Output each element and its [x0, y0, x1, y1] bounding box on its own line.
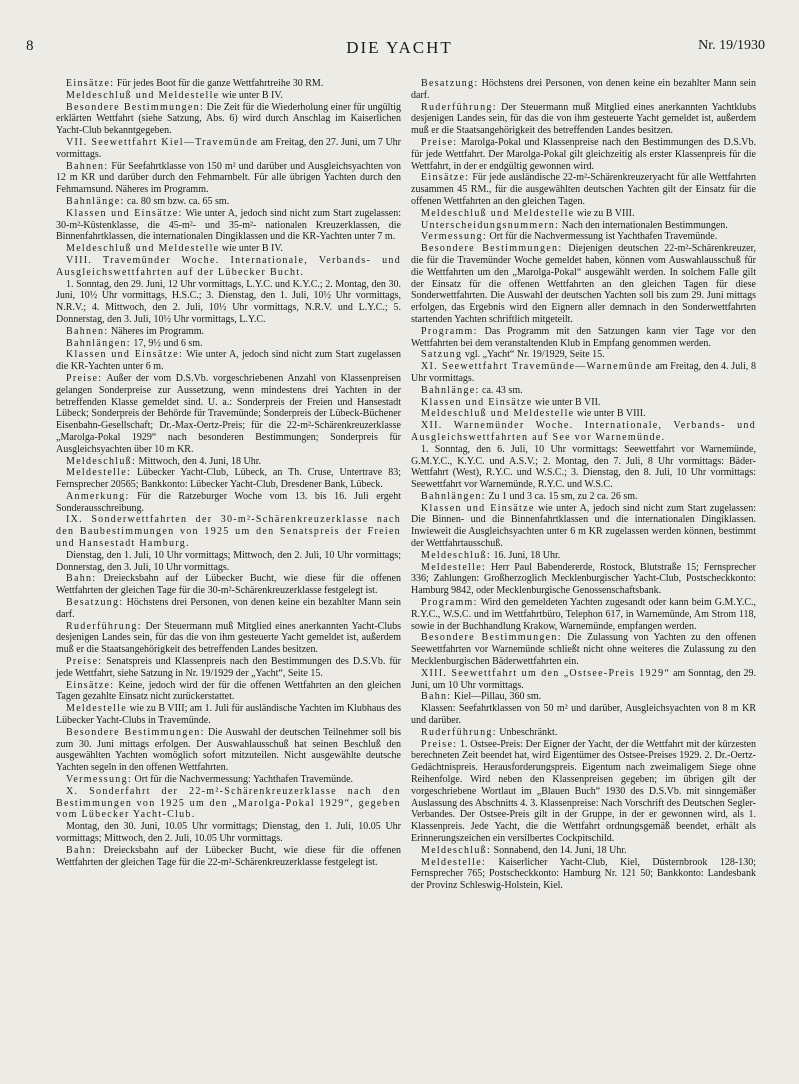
- paragraph-text: Mittwoch, den 4. Juni, 18 Uhr.: [136, 455, 262, 467]
- paragraph-text: Senatspreis und Klassenpreis nach den Bestimmungen des D.S.Vb. für jede Wettfahrt, siehe Satzung in Nr. 19/1929 der „Yacht“, Seite 15.: [56, 656, 401, 679]
- paragraph-lead: XI. Seewettfahrt Travemünde—Warnemünde: [421, 361, 653, 373]
- paragraph-text: Näheres im Programm.: [108, 325, 204, 337]
- paragraph: [411, 691, 756, 703]
- paragraph-text: 1. Sonntag, den 6. Juli, 10 Uhr vormittags: Seewettfahrt vor Warnemünde, G.M.Y.C., K.Y.C. und A.S.V.; 2. Montag, den 7. Juli, 8 Uhr vormittags: Bäder-Wettfahrt (West), R.Y.C. und W.S.C.; 3. Dienstag, den 8. Juli, 10 Uhr vormittags: Seewettfahrt vor Warnemünde, R.Y.C. und W.S.C.: [411, 443, 756, 491]
- paragraph-text: wie unter B IV.: [219, 89, 283, 101]
- paragraph-text: Lübecker Yacht-Club, Lübeck, an Th. Cruse, Untertrave 83; Fernsprecher 20565; Bankkonto: Lübecker Yacht-Club, Dresdener Bank, Lübeck.: [56, 467, 401, 491]
- paragraph: [411, 444, 756, 491]
- paragraph: [56, 774, 401, 786]
- paragraph-text: Dreiecksbahn auf der Lübecker Bucht, wie diese für die offenen Wettfahrten der gleichen Tage für die 30-m²-Schärenkreuzerklasse festgelegt ist.: [56, 573, 401, 597]
- paragraph: [56, 161, 401, 196]
- paragraph-lead: Meldeschluß und Meldestelle: [66, 243, 220, 255]
- paragraph-lead: Bahn:: [66, 844, 97, 856]
- paragraph: [411, 78, 756, 102]
- paragraph-text: wie zu B VIII.: [574, 207, 635, 219]
- paragraph: [56, 467, 401, 491]
- paragraph-lead: Meldeschluß und Meldestelle: [421, 408, 575, 420]
- paragraph-lead: Einsätze:: [66, 78, 115, 89]
- paragraph-lead: Klassen und Einsätze:: [66, 349, 184, 361]
- paragraph-lead: Meldestelle:: [66, 467, 132, 479]
- paragraph-text: Kaiserlicher Yacht-Club, Kiel, Düsternbrook 128-130; Fernsprecher 765; Postscheckkonto: Hamburg Nr. 121 50; Bankkonto: Landesbank der Provinz Schleswig-Holstein, Kiel.: [411, 856, 756, 892]
- paragraph: [411, 632, 756, 667]
- paragraph: [56, 456, 401, 468]
- paragraph-lead: Bahn:: [421, 691, 452, 703]
- paragraph: [56, 349, 401, 373]
- paragraph-lead: Besondere Bestimmungen:: [66, 726, 205, 738]
- paragraph-lead: Ruderführung:: [421, 101, 497, 113]
- paragraph: [411, 420, 756, 444]
- paragraph: [411, 739, 756, 845]
- paragraph: [56, 137, 401, 161]
- paragraph: [411, 597, 756, 632]
- paragraph-lead: VII. Seewettfahrt Kiel—Travemünde: [66, 136, 259, 148]
- paragraph: [56, 703, 401, 727]
- paragraph: [411, 137, 756, 172]
- paragraph-text: wie unter B IV.: [219, 243, 283, 255]
- paragraph-lead: Besondere Bestimmungen:: [421, 632, 562, 644]
- paragraph-text: Für Seefahrtklasse von 150 m² und darüber und Ausgleichsyachten von 12 m KR und darüber durch den Fehmarnbelt. Für alle übrigen Yachten durch den Fehmarnsund. Näheres im Programm.: [56, 160, 401, 196]
- paragraph-lead: Bahnlängen:: [421, 490, 486, 502]
- paragraph-lead: Ruderführung:: [66, 620, 142, 632]
- paragraph-lead: Meldestelle:: [421, 561, 487, 573]
- paragraph-text: Dreiecksbahn auf der Lübecker Bucht, wie diese für die offenen Wettfahrten der gleichen Tage für die 22-m²-Schärenkreuzerklasse festgelegt ist.: [56, 844, 401, 868]
- paragraph-lead: Einsätze:: [66, 679, 115, 691]
- paragraph: [411, 491, 756, 503]
- right-column: [411, 78, 756, 892]
- paragraph-text: Zu 1 und 3 ca. 15 sm, zu 2 ca. 26 sm.: [485, 490, 638, 502]
- paragraph-text: Die Zeit für die Wiederholung einer für ungültig erklärten Wettfahrt (siehe Satzung, Abs. 6) wird durch Anschlag im Kaiserlichen Yacht-Club bekanntgegeben.: [56, 101, 401, 137]
- page-number: 8: [26, 38, 34, 54]
- paragraph-lead: Vermessung:: [66, 774, 132, 786]
- paragraph-lead: XIII. Seewettfahrt um den „Ostsee-Preis 1929“: [421, 667, 671, 679]
- paragraph-text: am Freitag, den 27. Juni, um 7 Uhr vormittags.: [56, 136, 401, 160]
- journal-title: DIE YACHT: [346, 38, 453, 57]
- paragraph-lead: Meldeschluß und Meldestelle: [66, 89, 220, 101]
- paragraph-text: am Freitag, den 4. Juli, 8 Uhr vormittags.: [411, 361, 757, 384]
- paragraph-lead: Preise:: [66, 656, 103, 668]
- issue-number: Nr. 19/1930: [698, 38, 765, 53]
- paragraph-lead: Klassen und Einsätze: [421, 502, 535, 514]
- paragraph-text: Dienstag, den 1. Juli, 10 Uhr vormittags; Mittwoch, den 2. Juli, 10 Uhr vormittags; Donnerstag, den 3. Juli, 10 Uhr vormittags.: [56, 549, 401, 573]
- page-header: [0, 38, 799, 62]
- paragraph-text: am Sonntag, den 29. Juni, um 10 Uhr vormittags.: [411, 667, 756, 691]
- paragraph-lead: Bahnlänge:: [66, 195, 125, 207]
- paragraph-text: Klassen: Seefahrtklassen von 50 m² und darüber, Ausgleichsyachten von 8 m KR und darüber.: [411, 703, 756, 727]
- paragraph-text: 1. Ostsee-Preis: Der Eigner der Yacht, der die Wettfahrt mit der kürzesten berechneten Zeit beendet hat, wird Eigentümer des Ostsee-Preises 1929. 2. Dr.-Oertz-Gedächtnispreis. Herausforderungspreis. Eigentum nach zweimaligem Siege ohne Reihenfolge. Wird neben den Klassenpreisen gegeben; im übrigen gilt der vorgeschriebene Wortlaut im „Blauen Buch“ 1930 des D.S.Vb. mit sinngemäßer Auslassung des Abschnitts 4. 3. Klassenpreise: Nach Vorschrift des Deutschen Segler-Verbandes. Der Ostsee-Preis gilt in der Gruppe, in der er gewonnen wird, als 1. Klassenpreis. Jede Yacht, die die Wettfahrt ordnungsgemäß beendet, erhält als Erinnerungszeichen ein versilbertes Cockpitschild.: [411, 738, 756, 844]
- paragraph: [411, 408, 756, 420]
- paragraph-lead: Meldeschluß:: [421, 844, 492, 856]
- paragraph-lead: Anmerkung:: [66, 490, 130, 502]
- paragraph-lead: Einsätze:: [421, 172, 470, 184]
- paragraph-lead: XII. Warnemünder Woche. Internationale, Verbands- und Ausgleichswettfahrten auf See vor Warnemünde.: [411, 420, 756, 443]
- paragraph-lead: Vermessung:: [421, 231, 487, 243]
- paragraph: [411, 703, 756, 727]
- paragraph-lead: X. Sonderfahrt der 22-m²-Schärenkreuzerklasse nach den Bestimmungen von 1925 um den „Marolga-Pokal 1929“, gegeben vom Lübecker Yacht-Club.: [56, 785, 401, 821]
- paragraph-text: Die Zulassung von Yachten zu den offenen Seewettfahrten vor Warnemünde schließt nicht ohne weiteres die Zulassung zu den Mecklenburgischen Bäderwettfahrten ein.: [411, 632, 756, 668]
- paragraph: [411, 361, 756, 385]
- paragraph-text: Nach den internationalen Bestimmungen.: [559, 219, 728, 231]
- paragraph-lead: Meldestelle:: [421, 856, 487, 868]
- paragraph: [411, 562, 756, 597]
- paragraph: [56, 597, 401, 621]
- paragraph-text: Kiel—Pillau, 360 sm.: [451, 691, 542, 703]
- paragraph-text: Diejenigen deutschen 22-m²-Schärenkreuzer, die für die Travemünder Woche gemeldet haben, können vom Auswahlausschuß für die Wettfahrten um den „Marolga-Pokal“ ausgewählt werden. In solchem Falle gilt der Einsatz für die offenen Wettfahrten an den gleichen Tagen für diese Sonderwettfahrten. Die Auswahl der deutschen Yachten soll bis zum 29. Juni mittags erfolgen, das Ergebnis wird den Eignern aller demnach in den Sonderwettfahrten startenden Yachten schriftlich mitgeteilt.: [411, 243, 757, 325]
- paragraph-lead: Besondere Bestimmungen:: [66, 101, 205, 113]
- paragraph-text: wie zu B VIII; am 1. Juli für ausländische Yachten im Klubhaus des Lübecker Yacht-Clubs in Travemünde.: [56, 703, 401, 727]
- paragraph: [411, 503, 756, 550]
- paragraph-text: 17, 9½ und 6 sm.: [130, 337, 203, 349]
- paragraph-lead: Satzung: [421, 349, 463, 361]
- paragraph-text: Keine, jedoch wird der für die offenen Wettfahrten an den gleichen Tagen gezahlte Einsatz nicht zurückerstattet.: [56, 679, 401, 703]
- paragraph-lead: Bahnlängen:: [66, 337, 131, 349]
- paragraph-text: Herr Paul Babendererde, Rostock, Blutstraße 15; Fernsprecher 336; Zahlungen: Großherzoglich Mecklenburgischer Yacht-Club, Postscheckkonto: Hamburg 9842, oder Mecklenburgische Genossenschaftsbank.: [411, 561, 756, 597]
- paragraph-text: vgl. „Yacht“ Nr. 19/1929, Seite 15.: [462, 349, 605, 361]
- paragraph-text: wie unter B VIII.: [574, 408, 646, 420]
- paragraph: [411, 727, 756, 739]
- paragraph-text: Der Steuermann muß Mitglied eines anerkannten Yachtklubs desjenigen Landes sein, für das die von ihm gesteuerte Yacht gemeldet ist, außerdem muß er die Staatsangehörigkeit des betreffenden Landes besitzen.: [411, 101, 756, 137]
- paragraph-text: ca. 80 sm bzw. ca. 65 sm.: [124, 195, 230, 207]
- paragraph-lead: Unterscheidungsnummern:: [421, 219, 560, 231]
- paragraph-lead: Ruderführung:: [421, 726, 497, 738]
- paragraph-lead: VIII. Travemünder Woche. Internationale, Verbands- und Ausgleichswettfahrten auf der Lübecker Bucht.: [56, 254, 401, 278]
- paragraph: [56, 279, 401, 326]
- paragraph: [56, 845, 401, 869]
- paragraph: [411, 243, 756, 326]
- paragraph-text: Marolga-Pokal und Klassenpreise nach den Bestimmungen des D.S.Vb. für jede Wettfahrt. Der Marolga-Pokal gilt gleichzeitig als erster Klassenpreis für die Wettfahrt, in der er endgültig gewonnen wird.: [411, 136, 756, 172]
- paragraph-lead: Bahnlänge:: [421, 384, 480, 396]
- paragraph-text: Ort für die Nachvermessung: Yachthafen Travemünde.: [131, 774, 354, 786]
- paragraph: [411, 668, 756, 692]
- paragraph: [56, 243, 401, 255]
- paragraph-lead: Besatzung:: [66, 597, 124, 609]
- paragraph-lead: IX. Sonderwettfahrten der 30-m²-Schärenkreuzerklasse nach den Baubestimmungen von 1925 um den Senatspreis der Freien und Hansestadt Hamburg.: [56, 514, 401, 550]
- paragraph-lead: Programm:: [421, 325, 478, 337]
- paragraph-text: wie unter B VII.: [532, 396, 601, 408]
- paragraph-text: Wie unter A, jedoch sind nicht zum Start zugelassen: 30-m²-Küstenklasse, die 45-m²- und 35-m²- nationalen Kreuzerklassen, die Binnenfahrtklassen, die internationalen Dingiklassen und die KR-Yachten unter 7 m.: [56, 207, 401, 243]
- paragraph: [411, 385, 756, 397]
- paragraph-text: Höchstens drei Personen, von denen keine ein bezahlter Mann sein darf.: [56, 597, 401, 620]
- paragraph-text: Für die Ratzeburger Woche vom 13. bis 16. Juli ergeht Sonderausschreibung.: [56, 490, 401, 514]
- paragraph: [411, 397, 756, 409]
- paragraph-text: wie unter A, jedoch sind nicht zum Start zugelassen: Die Binnen- und die Binnenfahrtklassen und die internationalen Dingiklassen. Inwieweit die Ausgleichsyachten unter 6 m KR zugelassen werden können, bestimmt der Wettfahrtausschuß.: [411, 502, 756, 550]
- paragraph: [56, 491, 401, 515]
- paragraph: [56, 656, 401, 680]
- paragraph-lead: Besatzung:: [421, 78, 479, 89]
- paragraph: [411, 326, 756, 350]
- paragraph: [56, 680, 401, 704]
- paragraph: [411, 172, 756, 207]
- paragraph: [411, 208, 756, 220]
- paragraph-text: Sonnabend, den 14. Juni, 18 Uhr.: [491, 844, 627, 856]
- paragraph: [56, 78, 401, 90]
- paragraph: [56, 90, 401, 102]
- paragraph: [56, 621, 401, 656]
- paragraph: [56, 102, 401, 137]
- paragraph: [56, 373, 401, 456]
- paragraph: [56, 208, 401, 243]
- paragraph: [411, 857, 756, 892]
- paragraph: [411, 220, 756, 232]
- paragraph-lead: Bahnen:: [66, 325, 109, 337]
- paragraph: [56, 727, 401, 774]
- paragraph: [411, 102, 756, 137]
- paragraph-text: Außer der vom D.S.Vb. vorgeschriebenen Anzahl von Klassenpreisen gelangen Sonderpreise zur Aussetzung, wenn mindestens drei Yachten in der betreffenden Klasse gemeldet sind. U. a.: Sonderpreis der Freien und Hansestadt Lübeck; Sonderpreis der Behörde für Travemünde; Sonderpreis der Lübeck-Büchener Eisenbahn-Gesellschaft; Dr.-Max-Oertz-Preis; für die 22-m²-Schärenkreuzerklasse „Marolga-Pokal 1929“ nach besonderen Bestimmungen; Sonderpreis für Ausgleichsyachten über 10 m KR.: [56, 372, 401, 455]
- paragraph-text: Für jedes Boot für die ganze Wettfahrtreihe 30 RM.: [114, 78, 324, 89]
- paragraph-lead: Meldeschluß:: [66, 455, 137, 467]
- paragraph-text: Wie unter A, jedoch sind nicht zum Start zugelassen die KR-Yachten unter 6 m.: [56, 349, 401, 373]
- paragraph: [411, 550, 756, 562]
- paragraph: [56, 821, 401, 845]
- paragraph-lead: Klassen und Einsätze:: [66, 207, 183, 219]
- paragraph: [56, 326, 401, 338]
- paragraph-lead: Meldeschluß und Meldestelle: [421, 207, 575, 219]
- paragraph-text: Die Auswahl der deutschen Teilnehmer soll bis zum 30. Juni mittags erfolgen. Der Auswahlausschuß hat seinen Beschluß den ausgewählten Yachten womöglich sofort mitzuteilen. Nicht ausgewählte deutsche Yachten segeln in den offenen Wettfahrten.: [56, 726, 402, 774]
- left-column: [56, 78, 401, 868]
- paragraph: [56, 255, 401, 279]
- paragraph-text: 16. Juni, 18 Uhr.: [491, 549, 561, 561]
- paragraph-text: ca. 43 sm.: [479, 384, 523, 396]
- paragraph-lead: Programm:: [421, 597, 478, 609]
- paragraph: [411, 231, 756, 243]
- paragraph-lead: Preise:: [421, 738, 458, 750]
- paragraph-lead: Bahnen:: [66, 160, 109, 172]
- paragraph: [56, 338, 401, 350]
- paragraph: [411, 349, 756, 361]
- paragraph-lead: Klassen und Einsätze: [421, 396, 533, 408]
- paragraph-lead: Preise:: [421, 136, 458, 148]
- paragraph-text: 1. Sonntag, den 29. Juni, 12 Uhr vormittags, L.Y.C. und K.Y.C.; 2. Montag, den 30. Juni, 10½ Uhr vormittags, H.S.C.; 3. Dienstag, den 1. Juli, 10½ Uhr vormittags, N.R.V.; 4. Mittwoch, den 2. Juli, 10½ Uhr vormittags, N.R.V. und L.Y.C.; 5. Donnerstag, den 3. Juli, 10½ Uhr vormittags, L.Y.C.: [56, 278, 401, 325]
- paragraph-text: Wird den gemeldeten Yachten zugesandt oder kann beim G.M.Y.C., R.Y.C., W.S.C. und im Wettfahrtbüro, Telephon 617, in Warnemünde, Am Strom 118, sowie in der Buchhandlung Krakow, Warnemünde, empfangen werden.: [411, 597, 756, 632]
- paragraph-lead: Meldestelle: [66, 703, 127, 715]
- paragraph-text: Der Steuermann muß Mitglied eines anerkannten Yacht-Clubs desjenigen Landes sein, für das die von ihm gesteuerte Yacht gemeldet ist, außerdem muß er die Staatsangehörigkeit des betreffenden Landes besitzen.: [56, 620, 401, 656]
- paragraph-text: Montag, den 30. Juni, 10.05 Uhr vormittags; Dienstag, den 1. Juli, 10.05 Uhr vormittags; Mittwoch, den 2. Juli, 10.05 Uhr vormittags.: [56, 821, 401, 844]
- paragraph: [56, 550, 401, 574]
- paragraph-text: Das Programm mit den Satzungen kann vier Tage vor den Wettfahrten bei dem veranstaltenden Klub in Empfang genommen werden.: [411, 325, 756, 349]
- paragraph-lead: Bahn:: [66, 573, 97, 585]
- paragraph-lead: Meldeschluß:: [421, 549, 492, 561]
- paragraph-text: Für jede ausländische 22-m²-Schärenkreuzeryacht für alle Wettfahrten zusammen 45 RM., für die ausgewählten deutschen Yachten gilt der Einsatz für die offenen Wettfahrten an den gleichen Tagen.: [411, 172, 756, 207]
- paragraph-text: Ort für die Nachvermessung ist Yachthafen Travemünde.: [486, 231, 718, 243]
- paragraph: [56, 196, 401, 208]
- paragraph: [56, 573, 401, 597]
- paragraph-lead: Besondere Bestimmungen:: [421, 243, 563, 255]
- paragraph: [56, 786, 401, 821]
- paragraph-text: Unbeschränkt.: [496, 726, 558, 738]
- paragraph: [411, 845, 756, 857]
- paragraph: [56, 514, 401, 549]
- paragraph-lead: Preise:: [66, 372, 103, 384]
- paragraph-text: Höchstens drei Personen, von denen keine ein bezahlter Mann sein darf.: [411, 78, 756, 101]
